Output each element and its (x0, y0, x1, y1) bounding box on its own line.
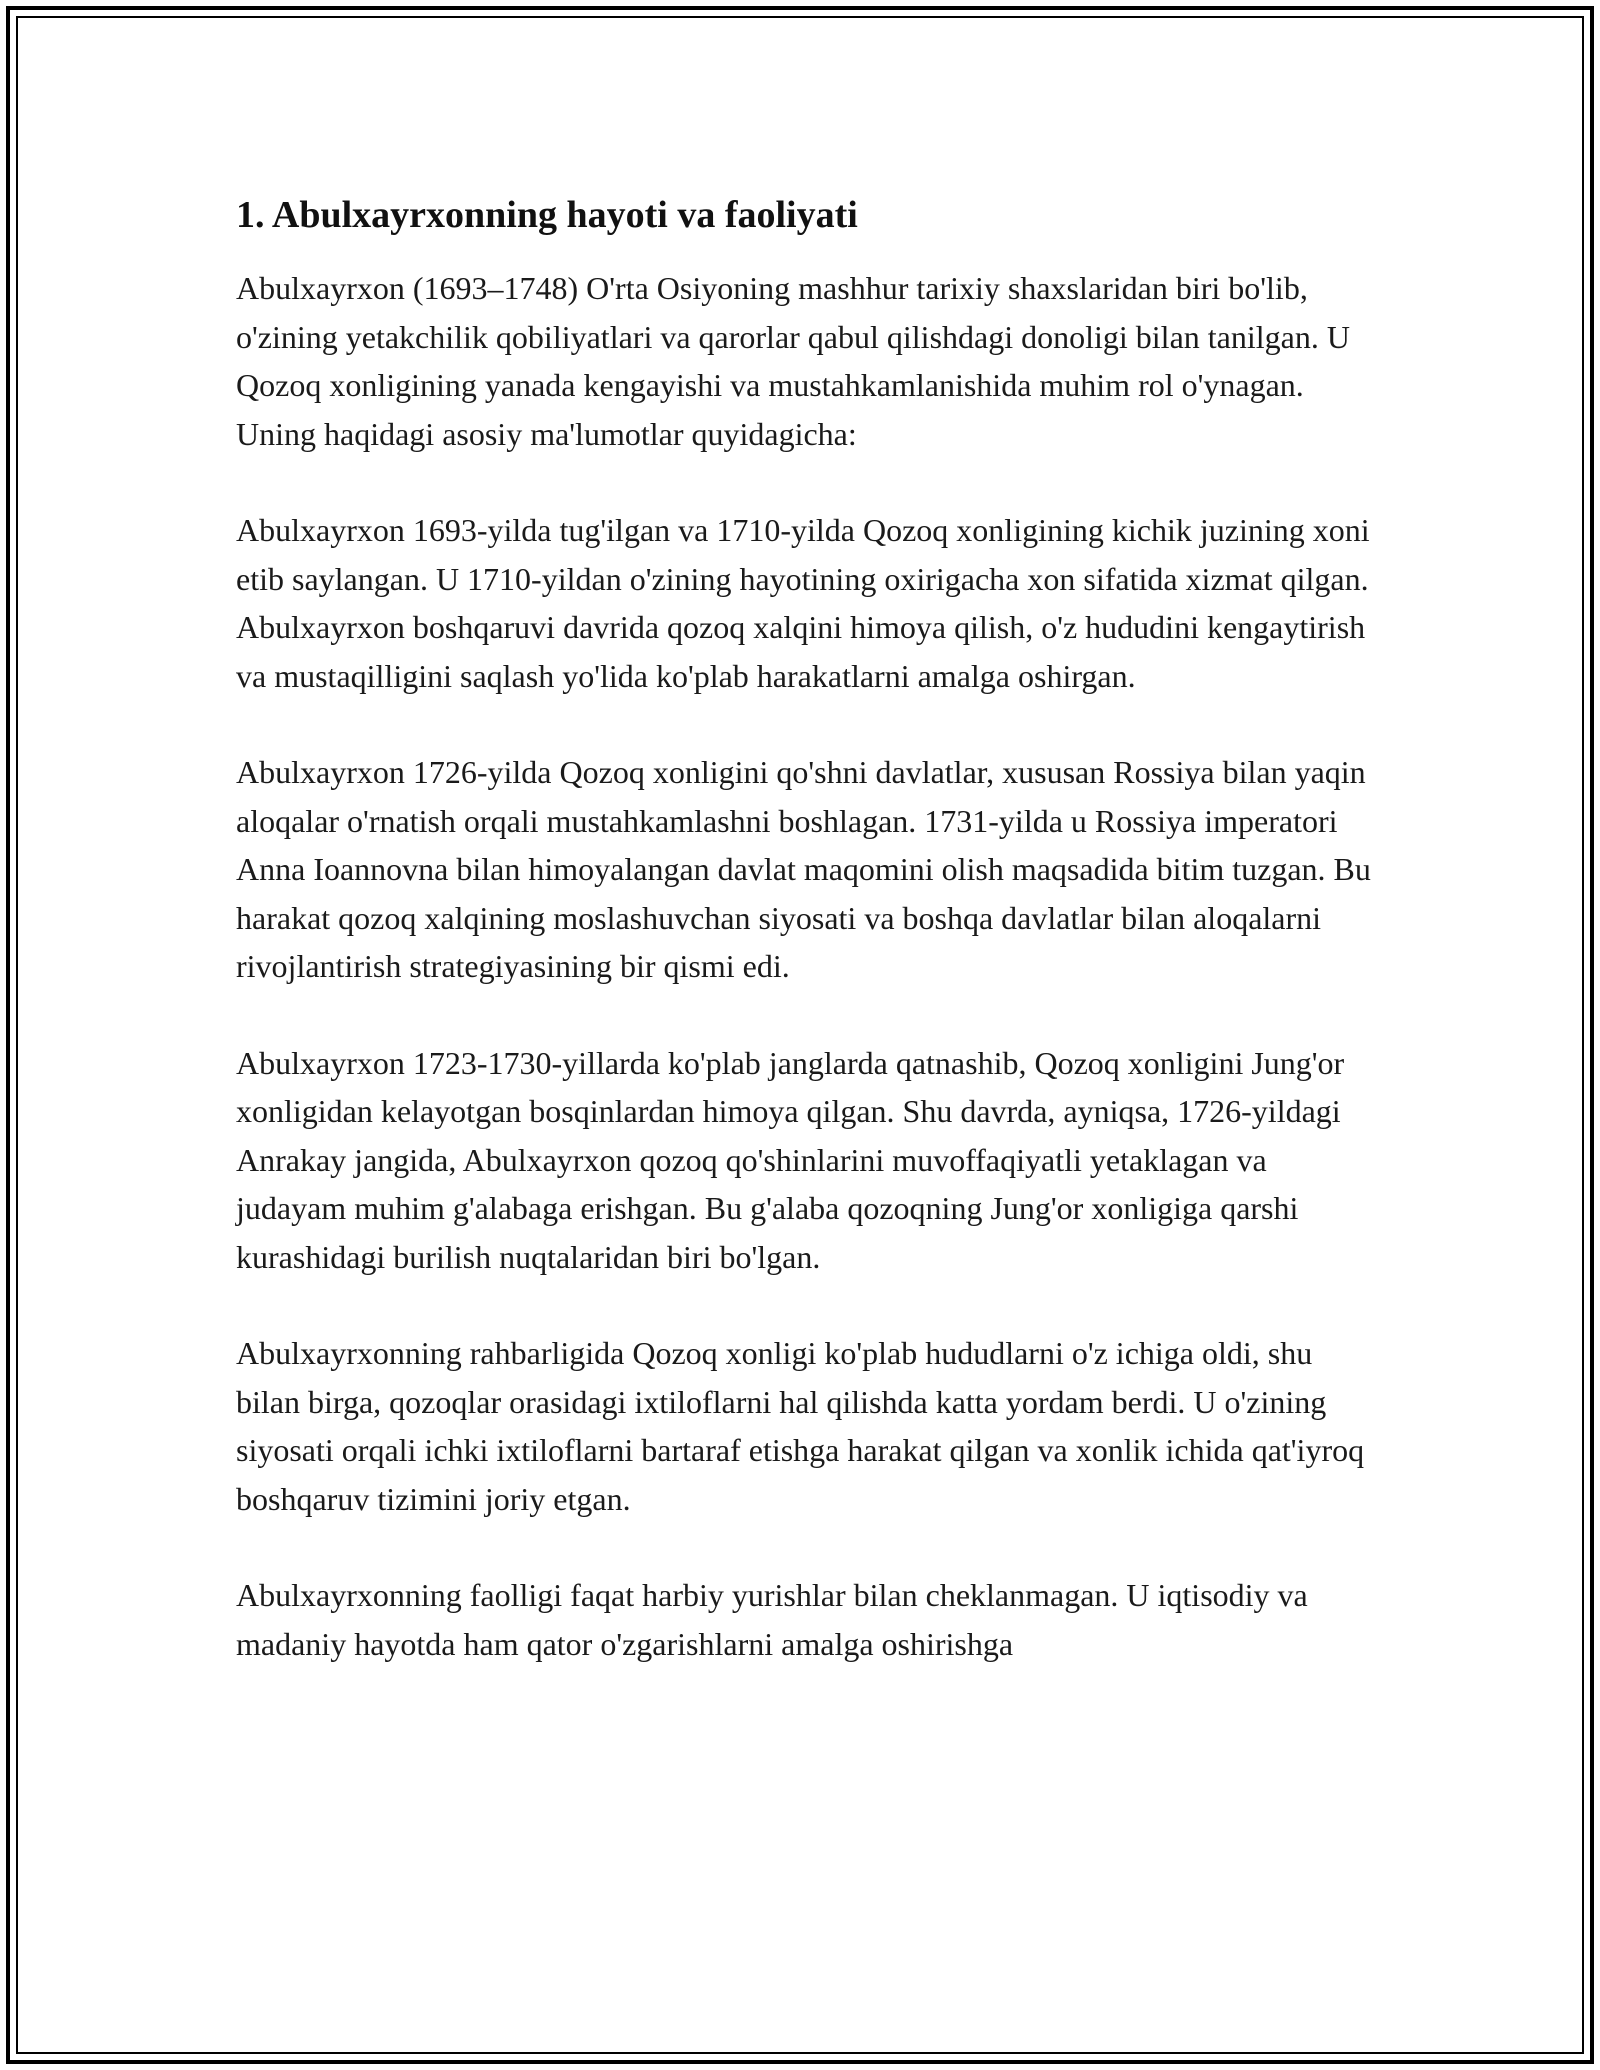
paragraph-early-life: Abulxayrxon 1693-yilda tug'ilgan va 1710-yilda Qozoq xonligining kichik juzining xoni etib saylangan. U 1710-yildan o'zining hayotining oxirigacha xon sifatida xizmat qilgan. Abulxayrxon boshqaruvi davrida qozoq xalqini himoya qilish, o'z hududini kengaytirish va mustaqilligini saqlash yo'lida ko'plab harakatlarni amalga oshirgan. (236, 512, 1370, 694)
paragraph-russia-relations: Abulxayrxon 1726-yilda Qozoq xonligini qo'shni davlatlar, xususan Rossiya bilan yaqin aloqalar o'rnatish orqali mustahkamlashni boshlagan. 1731-yilda u Rossiya imperatori Anna Ioannovna bilan himoyalangan davlat maqomini olish maqsadida bitim tuzgan. Bu harakat qozoq xalqining moslashuvchan siyosati va boshqa davlatlar bilan aloqalarni rivojlantirish strategiyasining bir qismi edi. (236, 754, 1371, 984)
document-body (236, 188, 1376, 1716)
section-heading: 1. Abulxayrxonning hayoti va faoliyati (236, 194, 858, 236)
paragraph-leadership: Abulxayrxonning rahbarligida Qozoq xonligi ko'plab hududlarni o'z ichiga oldi, shu bilan birga, qozoqlar orasidagi ixtiloflarni hal qilishda katta yordam berdi. U o'zining siyosati orqali ichki ixtiloflarni bartaraf etishga harakat qilgan va xonlik ichida qat'iyroq boshqaruv tizimini joriy etgan. (236, 1335, 1365, 1517)
paragraph-activity: Abulxayrxonning faolligi faqat harbiy yurishlar bilan cheklanmagan. U iqtisodiy va madaniy hayotda ham qator o'zgarishlarni amalga oshirishga (236, 1577, 1308, 1662)
paragraph-intro: Abulxayrxon (1693–1748) O'rta Osiyoning mashhur tarixiy shaxslaridan biri bo'lib, o'zining yetakchilik qobiliyatlari va qarorlar qabul qilishdagi donoligi bilan tanilgan. U Qozoq xonligining yanada kengayishi va mustahkamlanishida muhim rol o'ynagan. Uning haqidagi asosiy ma'lumotlar quyidagicha: (236, 270, 1350, 452)
paragraph-battles: Abulxayrxon 1723-1730-yillarda ko'plab janglarda qatnashib, Qozoq xonligini Jung'or xonligidan kelayotgan bosqinlardan himoya qilgan. Shu davrda, ayniqsa, 1726-yildagi Anrakay jangida, Abulxayrxon qozoq qo'shinlarini muvoffaqiyatli yetaklagan va judayam muhim g'alabaga erishgan. Bu g'alaba qozoqning Jung'or xonligiga qarshi kurashidagi burilish nuqtalaridan biri bo'lgan. (236, 1044, 1345, 1275)
